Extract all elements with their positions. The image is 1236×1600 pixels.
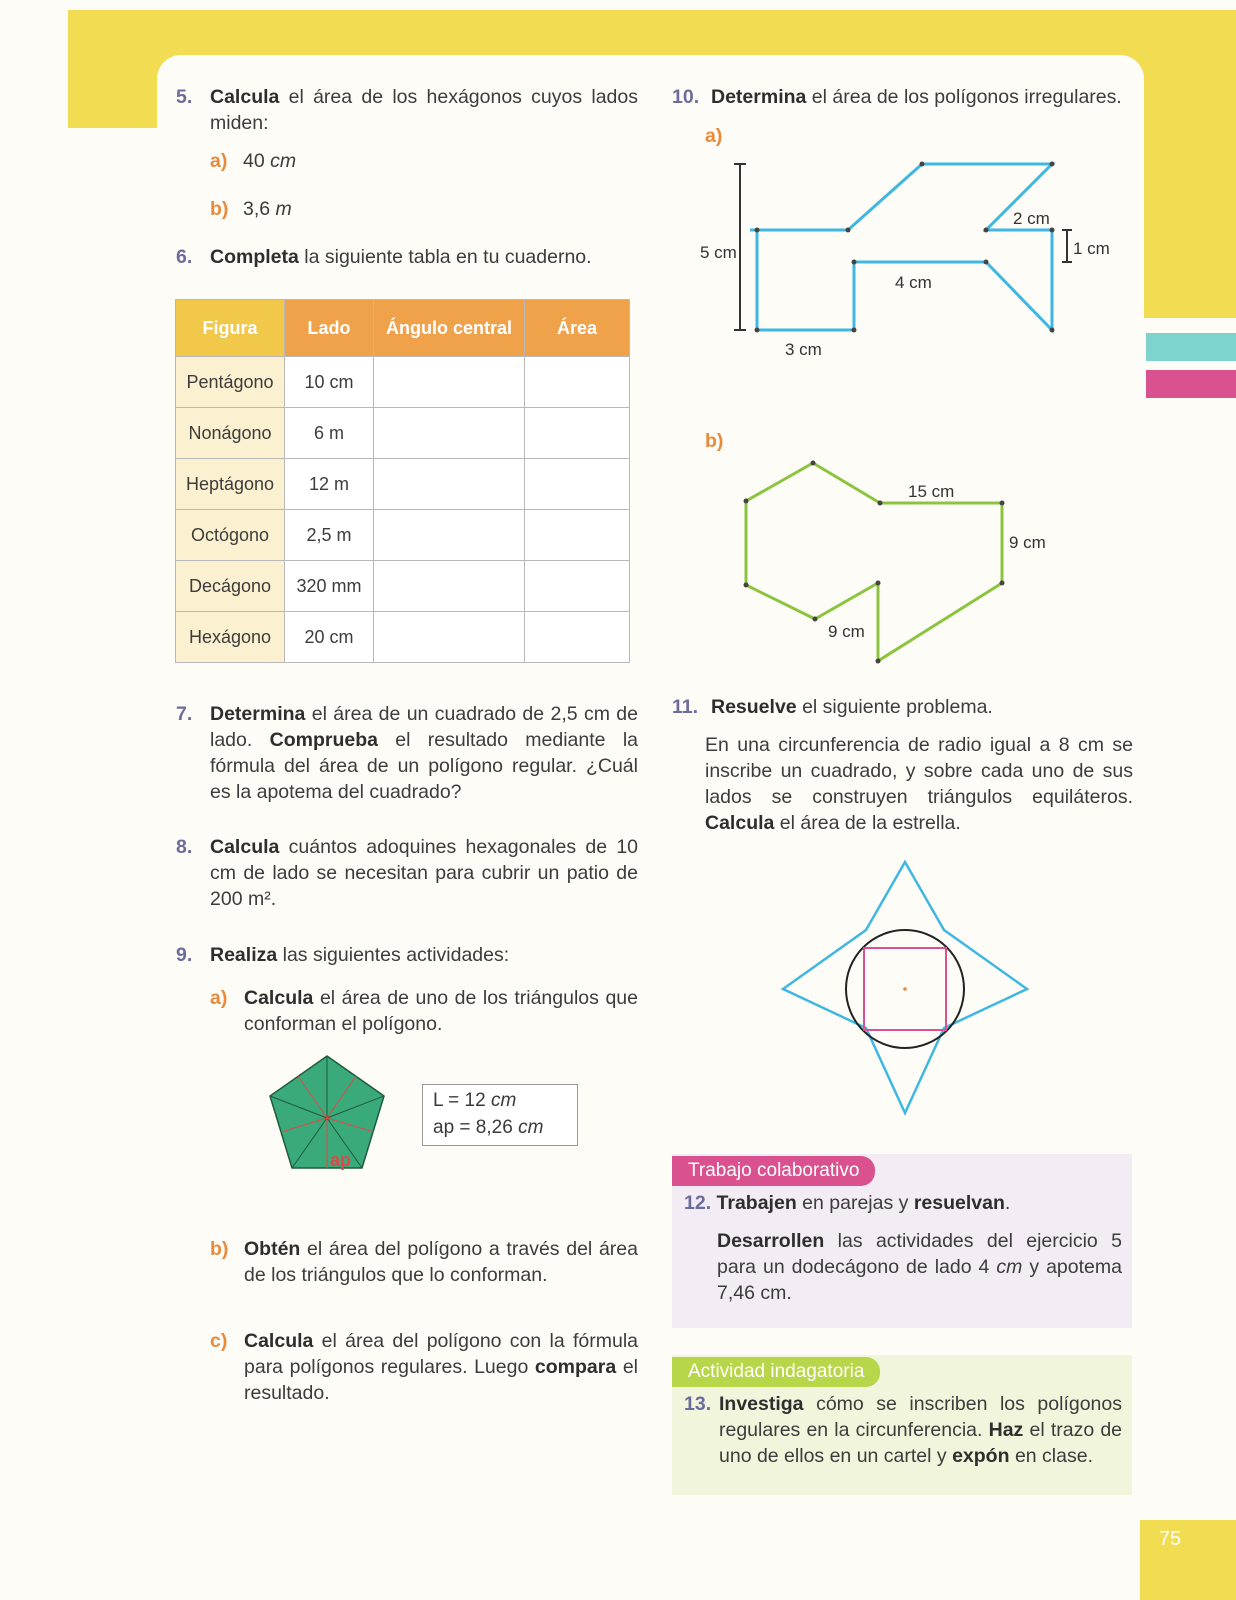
side-tab-pink [1146,370,1236,398]
table-header: Ángulo central [374,300,525,357]
table-row [176,459,630,510]
polygon-a-vertices [755,162,1055,333]
ex9-c-text: Calcula el área del polígono con la fórmula para polígonos regulares. Luego compara el resultado. [244,1330,638,1404]
ex9-b-text: Obtén el área del polígono a través del área de los triángulos que lo conforman. [244,1238,638,1286]
polygon-a-outline [750,164,1052,330]
ex12-heading: 12. Trabajen en parejas y resuelvan. [684,1192,1011,1214]
ex9-a-label: a) [210,987,228,1009]
table-cell-empty [525,612,630,663]
table-cell-empty [525,357,630,408]
ex11-number: 11. [672,696,699,718]
table-cell: 2,5 m [285,510,374,561]
ex7-text: Determina el área de un cuadrado de 2,5 cm de lado. Comprueba el resultado mediante la fórmula del área de un polígono regular. ¿Cuál es la apotema del cuadrado? [210,703,638,803]
ex10-number: 10. [672,86,700,108]
table-cell: Octógono [176,510,285,561]
table-cell: 320 mm [285,561,374,612]
dim-label: 9 cm [1009,533,1046,552]
ex5-b-label: b) [210,198,229,220]
apothem-label: ap [330,1150,352,1170]
ex5-text: Calcula el área de los hexágonos cuyos lados miden: [210,86,638,134]
table-cell-empty [525,459,630,510]
table-row [176,357,630,408]
ex13-number: 13. [684,1393,712,1415]
table-cell-empty [525,408,630,459]
ex6-text: Completa la siguiente tabla en tu cuaderno. [210,246,592,268]
dim-label: 3 cm [785,340,822,359]
table-row [176,510,630,561]
dim-label: 4 cm [895,273,932,292]
table-cell: 6 m [285,408,374,459]
side-tab-cyan [1146,333,1236,361]
collab-tag: Trabajo colaborativo [672,1156,875,1186]
table-cell-empty [374,510,525,561]
table-cell: Pentágono [176,357,285,408]
table-cell: Decágono [176,561,285,612]
table-cell: 10 cm [285,357,374,408]
ex5-a-value: 40 cm [243,150,297,172]
table-header: Lado [285,300,374,357]
ex10-a-label: a) [705,125,723,147]
table-cell: Heptágono [176,459,285,510]
ex11-text: Resuelve el siguiente problema. [711,696,993,718]
ex11-body: En una circunferencia de radio igual a 8 cm se inscribe un cuadrado, y sobre cada uno de sus lados se construyen triángulos equiláteros. Calcula el área de la estrella. [705,734,1133,834]
center-point [903,987,907,991]
table-cell-empty [525,561,630,612]
table-cell-empty [525,510,630,561]
ex10-text: Determina el área de los polígonos irregulares. [711,86,1122,108]
ex8-text: Calcula cuántos adoquines hexagonales de 10 cm de lado se necesitan para cubrir un patio de 200 m². [210,836,639,910]
table-header: Figura [176,300,285,357]
ex10-b-label: b) [705,430,724,452]
table-cell-empty [374,459,525,510]
polygon-b-outline [746,463,1002,661]
side-band [1140,10,1236,318]
table-row [176,612,630,663]
table-header: Área [525,300,630,357]
ex5-b-value: 3,6 m [243,198,292,220]
irregular-polygon-b [720,455,1050,675]
table-cell: 12 m [285,459,374,510]
ex9-b-label: b) [210,1238,229,1260]
ex5-a-label: a) [210,150,228,172]
ex9-a-text: Calcula el área de uno de los triángulos que conforman el polígono. [244,987,638,1035]
ex5-number: 5. [176,86,193,108]
formula-side: L = 12 cm [433,1090,517,1111]
irregular-polygon-a [690,150,1130,370]
table-cell-empty [374,357,525,408]
table-cell: Nonágono [176,408,285,459]
ex8-number: 8. [176,836,193,858]
inquiry-tag: Actividad indagatoria [672,1357,880,1387]
table-row [176,561,630,612]
table-cell-empty [374,408,525,459]
dim-label: 15 cm [908,482,955,501]
ex9-text: Realiza las siguientes actividades: [210,944,510,966]
dim-label: 9 cm [828,622,865,641]
polygon-table [175,299,630,663]
dim-label: 1 cm [1073,239,1110,258]
ex12-body: Desarrollen las actividades del ejercicio 5 para un dodecágono de lado 4 cm y apotema 7,46 cm. [717,1230,1122,1304]
polygon-b-vertices [744,461,1005,664]
table-row [176,408,630,459]
page-number: 75 [1158,1528,1182,1550]
table-cell: Hexágono [176,612,285,663]
dim-label: 2 cm [1013,209,1050,228]
formula-apothem: ap = 8,26 cm [433,1117,544,1138]
table-header-row [176,300,630,357]
table-cell: 20 cm [285,612,374,663]
table-cell-empty [374,561,525,612]
ex7-number: 7. [176,703,193,725]
ex9-c-label: c) [210,1330,228,1352]
formula-box [422,1084,578,1146]
ex9-number: 9. [176,944,193,966]
dim-label: 5 cm [700,243,737,262]
ex6-number: 6. [176,246,193,268]
ex13-text: Investiga cómo se inscriben los polígonos regulares en la circunferencia. Haz el trazo de uno de ellos en un cartel y expón en clase. [719,1393,1123,1467]
pentagon-figure [262,1050,392,1174]
star-figure [780,860,1030,1116]
table-cell-empty [374,612,525,663]
